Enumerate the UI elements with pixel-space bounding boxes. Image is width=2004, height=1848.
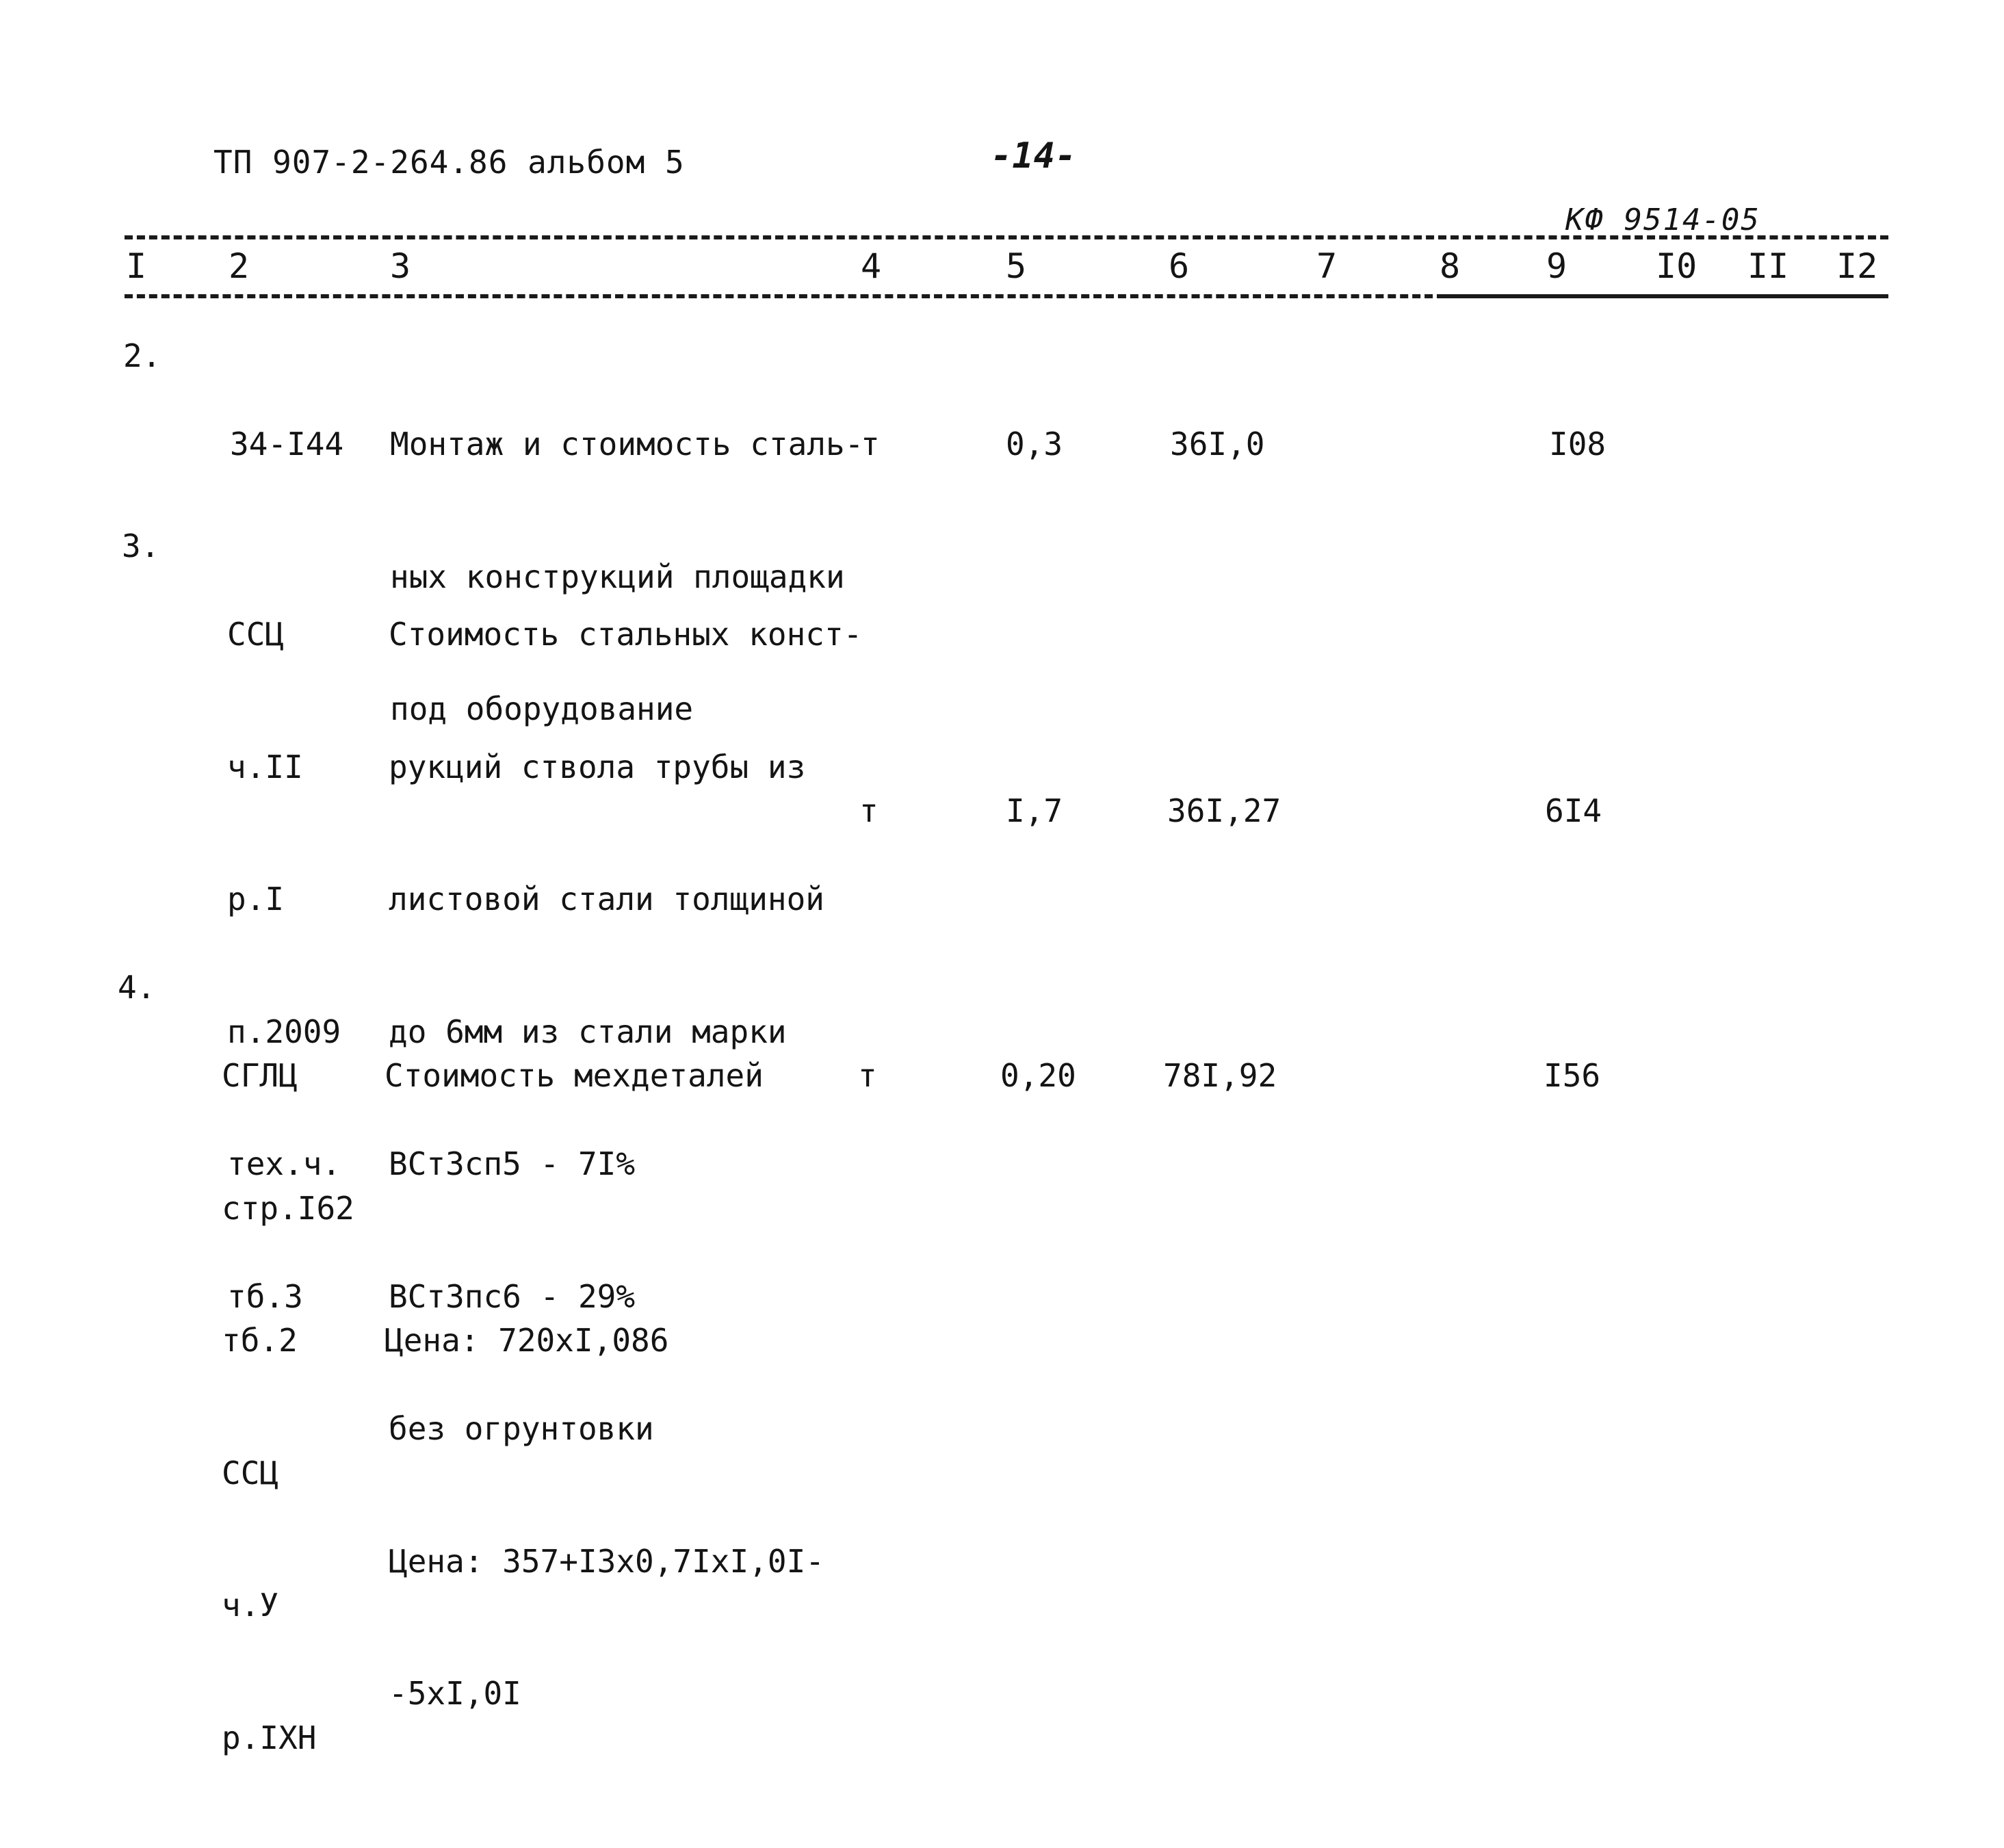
description-line: до 6мм из стали марки [389, 1013, 787, 1050]
code-line: ССЦ [227, 616, 285, 653]
column-header-3: 3 [390, 246, 411, 286]
description-line: рукций ствола трубы из [389, 748, 806, 785]
row-quantity: 0,20 [1000, 1057, 1076, 1094]
column-header-10: I0 [1656, 246, 1697, 286]
code-line: р.IХН [222, 1719, 317, 1756]
description-line: Стоимость мехдеталей [385, 1057, 764, 1094]
row-number: 4. [118, 969, 156, 1006]
code-line: СГЛЦ [222, 1057, 298, 1094]
row-price: 78I,92 [1163, 1057, 1277, 1094]
row-unit: т [858, 1057, 877, 1094]
row-total: 6I4 [1545, 792, 1602, 829]
header-bottom-rule-solid [1445, 294, 1888, 298]
row-quantity: I,7 [1006, 792, 1063, 829]
row-code [230, 334, 343, 555]
column-header-8: 8 [1440, 246, 1461, 286]
description-line: листовой стали толщиной [389, 881, 824, 918]
description-line: Цена: 720хI,086 [385, 1322, 669, 1359]
code-line: р.I [227, 881, 285, 918]
header-bottom-rule [125, 294, 1445, 298]
column-header-6: 6 [1169, 246, 1190, 286]
row-total: I56 [1544, 1057, 1601, 1094]
column-header-1: I [126, 246, 147, 286]
column-header-5: 5 [1006, 246, 1027, 286]
description-line [385, 1186, 764, 1231]
row-unit: т [859, 792, 879, 829]
row-total: I08 [1549, 426, 1606, 463]
code-line: тб.2 [222, 1322, 298, 1359]
code-line: ССЦ [222, 1454, 279, 1492]
code-line: ч.II [227, 748, 303, 785]
column-header-9: 9 [1546, 246, 1567, 286]
page-number: -14- [991, 135, 1077, 177]
code-line: тб.3 [227, 1277, 303, 1315]
code-line: п.2009 [227, 1013, 341, 1050]
description-line: под оборудование [390, 690, 694, 727]
column-header-4: 4 [861, 246, 882, 286]
column-header-11: II [1747, 246, 1789, 286]
column-header-7: 7 [1316, 246, 1338, 286]
row-number: 2. [123, 337, 161, 374]
code-line: тех.ч. [227, 1145, 341, 1182]
table-top-rule [125, 235, 1888, 239]
description-line: ных конструкций площадки [390, 558, 845, 595]
description-line: ВСт3сп5 - 7I% [389, 1145, 636, 1182]
column-header-2: 2 [229, 246, 250, 286]
description-line: -5хI,0I [389, 1675, 521, 1712]
row-unit: т [861, 426, 880, 463]
description-line: Стоимость стальных конст- [389, 616, 863, 653]
row-code [222, 965, 354, 1848]
document-code: ТП 907-2-264.86 альбом 5 [213, 144, 685, 181]
row-price: 36I,0 [1170, 426, 1265, 463]
row-number: 3. [122, 528, 160, 564]
row-price: 36I,27 [1167, 792, 1281, 829]
column-header-12: I2 [1836, 246, 1878, 286]
code-line: 34-I44 [230, 426, 344, 463]
code-line: ч.У [222, 1587, 279, 1624]
archive-stamp: КФ 9514-05 [1565, 203, 1760, 237]
description-line: Цена: 357+I3х0,7IхI,0I- [389, 1542, 824, 1580]
description-line: без огрунтовки [389, 1410, 654, 1447]
row-quantity: 0,3 [1006, 426, 1063, 463]
description-line: Монтаж и стоимость сталь- [390, 426, 864, 463]
description-line: ВСт3пс6 - 29% [389, 1277, 636, 1315]
row-description [385, 965, 764, 1451]
code-line: стр.I62 [222, 1189, 354, 1227]
